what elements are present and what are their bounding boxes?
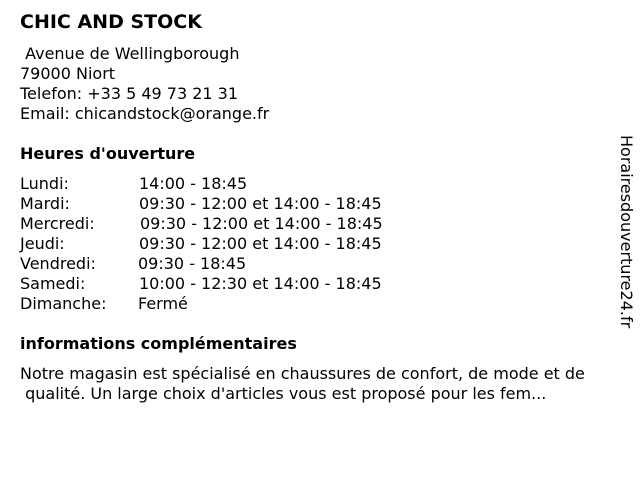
site-watermark: Horairesdouverture24.fr [617, 135, 636, 329]
day-hours: 14:00 - 18:45 [139, 174, 248, 193]
day-hours: 09:30 - 12:00 et 14:00 - 18:45 [140, 214, 383, 233]
opening-hours-heading: Heures d'ouverture [20, 144, 196, 163]
store-description [20, 364, 635, 404]
day-label: Jeudi: [20, 234, 65, 253]
day-label: Mercredi: [20, 214, 95, 233]
description-line: qualité. Un large choix d'articles vous est proposé pour les fem... [20, 384, 547, 403]
day-label: Mardi: [20, 194, 70, 213]
store-phone: Telefon: +33 5 49 73 21 31 [20, 84, 239, 103]
day-hours: Fermé [138, 294, 188, 313]
day-label: Samedi: [20, 274, 86, 293]
day-label: Dimanche: [20, 294, 107, 313]
additional-info-heading: informations complémentaires [20, 334, 297, 353]
day-label: Lundi: [20, 174, 69, 193]
day-label: Vendredi: [20, 254, 96, 273]
day-hours: 10:00 - 12:30 et 14:00 - 18:45 [139, 274, 382, 293]
address-street: Avenue de Wellingborough [20, 44, 240, 63]
day-hours: 09:30 - 12:00 et 14:00 - 18:45 [139, 234, 382, 253]
store-name: CHIC AND STOCK [20, 11, 202, 33]
address-city: 79000 Niort [20, 64, 116, 83]
store-address-block [20, 44, 269, 124]
store-email: Email: chicandstock@orange.fr [20, 104, 270, 123]
day-hours: 09:30 - 18:45 [138, 254, 247, 273]
day-hours: 09:30 - 12:00 et 14:00 - 18:45 [139, 194, 382, 213]
description-line: Notre magasin est spécialisé en chaussures de confort, de mode et de [20, 364, 585, 383]
